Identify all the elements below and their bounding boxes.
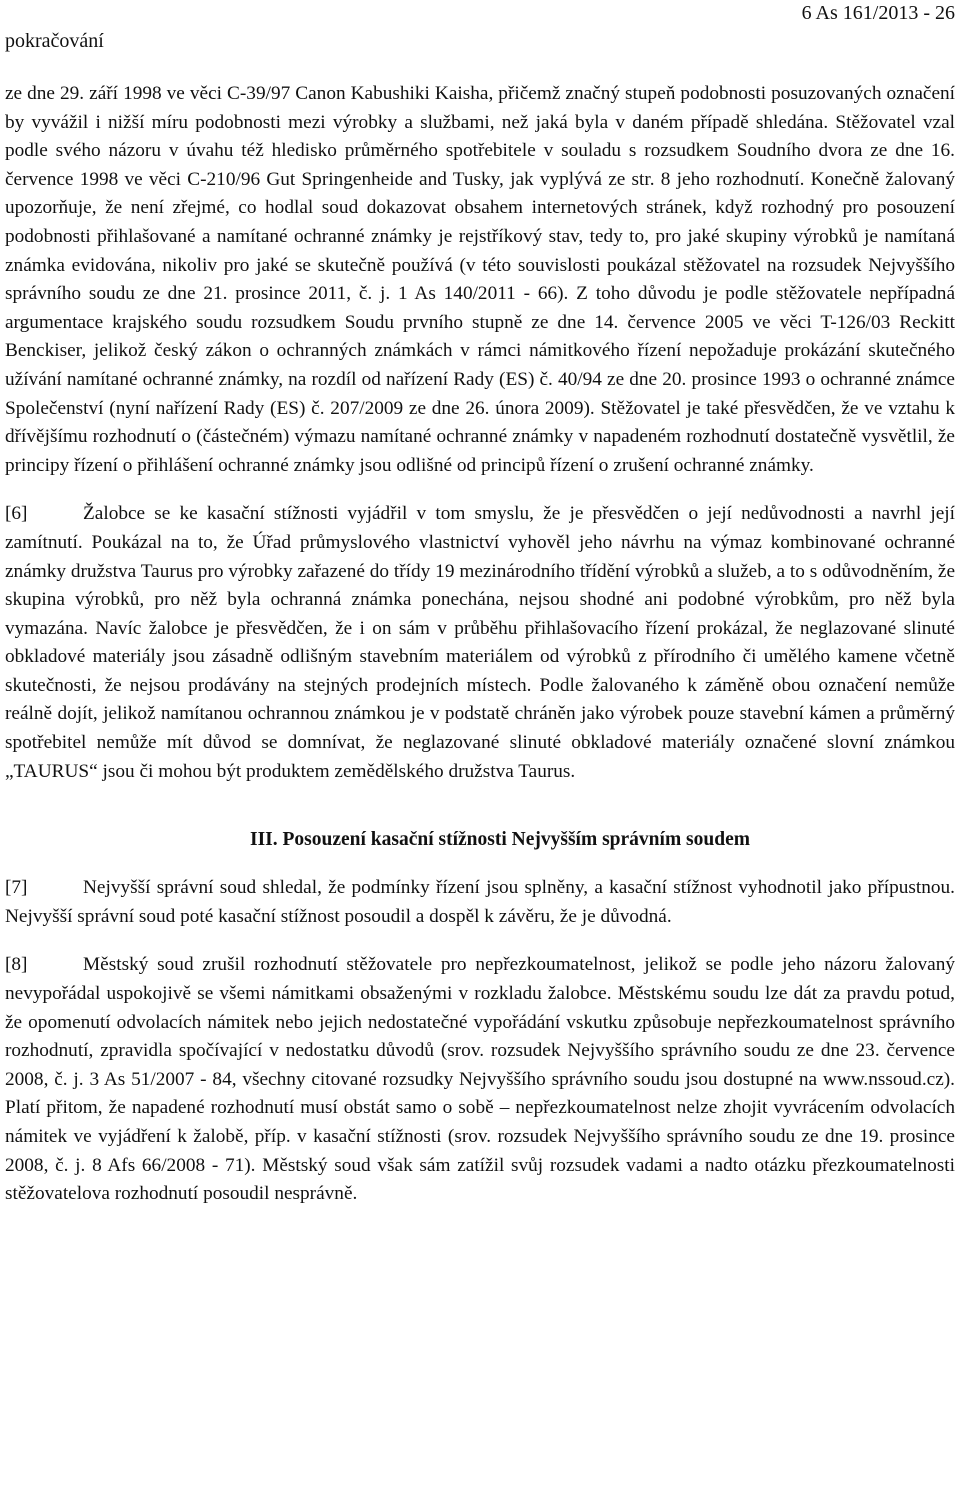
paragraph-number-7: [7] xyxy=(5,877,28,899)
paragraph-6-text: Žalobce se ke kasační stížnosti vyjádřil v tom smyslu, že je přesvědčen o její nedůvodnosti a navrhl její zamítnutí. Poukázal na to, že Úřad průmyslového vlastnictví vyhověl jeho návrhu na výmaz kombinované ochranné známky družstva Taurus pro výrobky zařazené do třídy 19 mezinárodního třídění výrobků a služeb, a to s odůvodněním, že skupina výrobků, pro něž byla ochranná známka ponechána, nejsou shodné ani podobné výrobkům, pro něž byla vymazána. Navíc žalobce je přesvědčen, že i on sám v průběhu přihlašovacího řízení prokázal, že neglazované slinuté obkladové materiály jsou zásadně odlišným stavebním materiálem od výrobků z přírodního či umělého kamene včetně skutečnosti, že nejsou prodávány na stejných prodejních místech. Podle žalovaného k záměně obou označení nemůže reálně dojít, jelikož namítanou ochrannou známkou je v podstatě chráněn jako výrobek pouze stavební kámen a průměrný spotřebitel nemůže mít důvod se domnívat, že neglazované slinuté obkladové materiály označené slovní známkou „TAURUS“ jsou či mohou být produktem zemědělského družstva Taurus. xyxy=(5,503,955,782)
continuation-label: pokračování xyxy=(5,30,104,52)
page-header xyxy=(5,0,955,80)
paragraph-8 xyxy=(5,951,955,1208)
paragraph-8-text: Městský soud zrušil rozhodnutí stěžovatele pro nepřezkoumatelnost, jelikož se podle jeho názoru žalovaný nevypořádal uspokojivě se všemi námitkami obsaženými v rozkladu žalobce. Městskému soudu lze dát za pravdu potud, že opomenutí odvolacích námitek nebo jejich nedostatečné vypořádání vskutku způsobuje nepřezkoumatelnost správního rozhodnutí, zpravidla spočívající v nedostatku důvodů (srov. rozsudek Nejvyššího správního soudu ze dne 23. července 2008, č. j. 3 As 51/2007 - 84, všechny citované rozsudky Nejvyššího správního soudu jsou dostupné na www.nssoud.cz). Platí přitom, že napadené rozhodnutí musí obstát samo o sobě – nepřezkoumatelnost nelze zhojit vyvrácením odvolacích námitek ve vyjádření k žalobě, příp. v kasační stížnosti (srov. rozsudek Nejvyššího správního soudu ze dne 19. prosince 2008, č. j. 8 Afs 66/2008 - 71). Městský soud však sám zatížil svůj rozsudek vadami a nadto otázku přezkoumatelnosti stěžovatelova rozhodnutí posoudil nesprávně. xyxy=(5,954,955,1205)
section-heading: III. Posouzení kasační stížnosti Nejvyšším správním soudem xyxy=(249,829,750,851)
paragraph-7-text: Nejvyšší správní soud shledal, že podmínky řízení jsou splněny, a kasační stížnost vyhodnotil jako přípustnou. Nejvyšší správní soud poté kasační stížnost posoudil a dospěl k závěru, že je důvodná. xyxy=(5,877,955,927)
case-number: 6 As 161/2013 - 26 xyxy=(801,2,955,24)
paragraph-number-8: [8] xyxy=(5,954,28,976)
paragraph-6 xyxy=(5,500,955,786)
paragraph-number-6: [6] xyxy=(5,503,28,525)
document-page xyxy=(5,0,955,1209)
paragraph-intro: ze dne 29. září 1998 ve věci C-39/97 Canon Kabushiki Kaisha, přičemž značný stupeň podobnosti posuzovaných označení by vyvážil i nižší míru podobnosti mezi výrobky a službami, než jaká byla v daném případě shledána. Stěžovatel vzal podle svého názoru v úvahu též hledisko průměrného spotřebitele v souladu s rozsudkem Soudního dvora ze dne 16. července 1998 ve věci C-210/96 Gut Springenheide and Tusky, jak vyplývá ze str. 8 jeho rozhodnutí. Konečně žalovaný upozorňuje, že není zřejmé, co hodlal soud dokazovat obsahem internetových stránek, když rozhodný pro posouzení podobnosti přihlašované a namítané ochranné známky je rejstříkový stav, tedy to, pro jaké skupiny výrobků je namítaná známka evidována, nikoliv pro jaké se skutečně používá (v této souvislosti poukázal stěžovatel na rozsudek Nejvyššího správního soudu ze dne 21. prosince 2011, č. j. 1 As 140/2011 - 66). Z toho důvodu je podle stěžovatele nepřípadná argumentace krajského soudu rozsudkem Soudu prvního stupně ze dne 14. července 2005 ve věci T-126/03 Reckitt Benckiser, jelikož český zákon o ochranných známkách v rámci námitkového řízení nepožaduje prokázání skutečného užívání namítané ochranné známky, na rozdíl od nařízení Rady (ES) č. 40/94 ze dne 20. prosince 1993 o ochranné známce Společenství (nyní nařízení Rady (ES) č. 207/2009 ze dne 26. února 2009). Stěžovatel je také přesvědčen, že ve vztahu k dřívějšímu rozhodnutí o (částečném) výmazu namítané ochranné známky v napadeném rozhodnutí dostatečně vysvětlil, že principy řízení o přihlášení ochranné známky jsou odlišné od principů řízení o zrušení ochranné známky. xyxy=(5,83,955,476)
paragraph-7 xyxy=(5,874,955,931)
